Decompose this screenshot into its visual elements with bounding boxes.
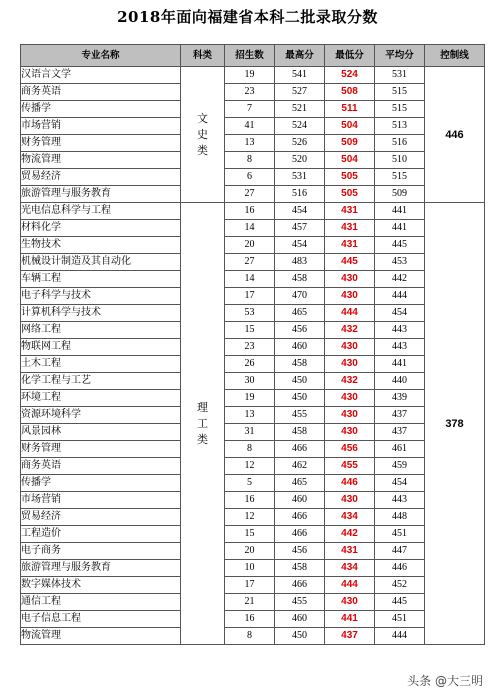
- table-row: [21, 509, 485, 526]
- max-score: 541: [275, 67, 325, 84]
- max-score: 454: [275, 203, 325, 220]
- min-score: 504: [325, 152, 375, 169]
- table-row: [21, 305, 485, 322]
- min-score: 444: [325, 577, 375, 594]
- major-name: 财务管理: [21, 135, 181, 152]
- table-row: [21, 407, 485, 424]
- enrollment-count: 13: [225, 407, 275, 424]
- min-score: 444: [325, 305, 375, 322]
- major-name: 商务英语: [21, 458, 181, 475]
- max-score: 521: [275, 101, 325, 118]
- enrollment-count: 5: [225, 475, 275, 492]
- min-score: 432: [325, 373, 375, 390]
- enrollment-count: 26: [225, 356, 275, 373]
- avg-score: 531: [375, 67, 425, 84]
- max-score: 458: [275, 424, 325, 441]
- enrollment-count: 8: [225, 628, 275, 645]
- min-score: 446: [325, 475, 375, 492]
- table-row: [21, 237, 485, 254]
- major-name: 电子科学与技术: [21, 288, 181, 305]
- enrollment-count: 6: [225, 169, 275, 186]
- header-enrollment: 招生数: [225, 45, 275, 67]
- min-score: 456: [325, 441, 375, 458]
- avg-score: 454: [375, 305, 425, 322]
- header-min-score: 最低分: [325, 45, 375, 67]
- header-avg-score: 平均分: [375, 45, 425, 67]
- enrollment-count: 41: [225, 118, 275, 135]
- min-score: 509: [325, 135, 375, 152]
- max-score: 465: [275, 305, 325, 322]
- avg-score: 437: [375, 407, 425, 424]
- max-score: 531: [275, 169, 325, 186]
- max-score: 460: [275, 611, 325, 628]
- max-score: 455: [275, 594, 325, 611]
- avg-score: 443: [375, 339, 425, 356]
- enrollment-count: 19: [225, 67, 275, 84]
- table-row: [21, 203, 485, 220]
- min-score: 430: [325, 390, 375, 407]
- major-name: 材料化学: [21, 220, 181, 237]
- max-score: 466: [275, 509, 325, 526]
- page-title: 2018年面向福建省本科二批录取分数: [117, 8, 378, 26]
- max-score: 516: [275, 186, 325, 203]
- enrollment-count: 8: [225, 441, 275, 458]
- max-score: 483: [275, 254, 325, 271]
- major-name: 电子商务: [21, 543, 181, 560]
- enrollment-count: 53: [225, 305, 275, 322]
- max-score: 524: [275, 118, 325, 135]
- major-name: 物联网工程: [21, 339, 181, 356]
- category-char: 文: [197, 111, 208, 125]
- max-score: 456: [275, 543, 325, 560]
- avg-score: 509: [375, 186, 425, 203]
- avg-score: 448: [375, 509, 425, 526]
- max-score: 466: [275, 441, 325, 458]
- table-row: [21, 254, 485, 271]
- avg-score: 441: [375, 220, 425, 237]
- major-name: 风景园林: [21, 424, 181, 441]
- avg-score: 451: [375, 526, 425, 543]
- table-row: [21, 543, 485, 560]
- min-score: 508: [325, 84, 375, 101]
- max-score: 458: [275, 356, 325, 373]
- header-major: 专业名称: [21, 45, 181, 67]
- max-score: 470: [275, 288, 325, 305]
- enrollment-count: 31: [225, 424, 275, 441]
- table-row: [21, 594, 485, 611]
- major-name: 汉语言文学: [21, 67, 181, 84]
- category-char: 理: [197, 400, 208, 414]
- table-row: [21, 475, 485, 492]
- enrollment-count: 8: [225, 152, 275, 169]
- enrollment-count: 13: [225, 135, 275, 152]
- table-row: [21, 118, 485, 135]
- category-cell: [181, 67, 225, 203]
- table-row: [21, 186, 485, 203]
- max-score: 457: [275, 220, 325, 237]
- category-char: 工: [197, 416, 208, 430]
- table-row: [21, 84, 485, 101]
- max-score: 454: [275, 237, 325, 254]
- min-score: 431: [325, 237, 375, 254]
- avg-score: 454: [375, 475, 425, 492]
- enrollment-count: 19: [225, 390, 275, 407]
- category-char: 类: [197, 432, 208, 446]
- watermark: 头条 @大三明: [407, 674, 483, 688]
- major-name: 计算机科学与技术: [21, 305, 181, 322]
- avg-score: 515: [375, 169, 425, 186]
- table-row: [21, 67, 485, 84]
- avg-score: 441: [375, 203, 425, 220]
- enrollment-count: 14: [225, 271, 275, 288]
- enrollment-count: 17: [225, 288, 275, 305]
- control-line-value: 446: [425, 67, 485, 203]
- max-score: 465: [275, 475, 325, 492]
- major-name: 网络工程: [21, 322, 181, 339]
- avg-score: 437: [375, 424, 425, 441]
- min-score: 431: [325, 203, 375, 220]
- major-name: 传播学: [21, 101, 181, 118]
- table-row: [21, 220, 485, 237]
- min-score: 524: [325, 67, 375, 84]
- major-name: 工程造价: [21, 526, 181, 543]
- min-score: 445: [325, 254, 375, 271]
- min-score: 430: [325, 594, 375, 611]
- avg-score: 441: [375, 356, 425, 373]
- max-score: 456: [275, 322, 325, 339]
- table-row: [21, 288, 485, 305]
- avg-score: 445: [375, 594, 425, 611]
- header-category: 科类: [181, 45, 225, 67]
- major-name: 市场营销: [21, 118, 181, 135]
- major-name: 环境工程: [21, 390, 181, 407]
- control-line-value: 378: [425, 203, 485, 645]
- avg-score: 513: [375, 118, 425, 135]
- major-name: 车辆工程: [21, 271, 181, 288]
- avg-score: 451: [375, 611, 425, 628]
- avg-score: 453: [375, 254, 425, 271]
- avg-score: 461: [375, 441, 425, 458]
- min-score: 430: [325, 288, 375, 305]
- table-row: [21, 560, 485, 577]
- table-row: [21, 101, 485, 118]
- min-score: 504: [325, 118, 375, 135]
- table-row: [21, 271, 485, 288]
- avg-score: 459: [375, 458, 425, 475]
- enrollment-count: 21: [225, 594, 275, 611]
- enrollment-count: 15: [225, 526, 275, 543]
- table-row: [21, 611, 485, 628]
- table-row: [21, 135, 485, 152]
- table-row: [21, 390, 485, 407]
- enrollment-count: 12: [225, 458, 275, 475]
- avg-score: 452: [375, 577, 425, 594]
- major-name: 数字媒体技术: [21, 577, 181, 594]
- enrollment-count: 30: [225, 373, 275, 390]
- min-score: 441: [325, 611, 375, 628]
- major-name: 通信工程: [21, 594, 181, 611]
- avg-score: 444: [375, 628, 425, 645]
- min-score: 505: [325, 169, 375, 186]
- max-score: 450: [275, 373, 325, 390]
- min-score: 431: [325, 543, 375, 560]
- table-row: [21, 441, 485, 458]
- major-name: 化学工程与工艺: [21, 373, 181, 390]
- min-score: 434: [325, 560, 375, 577]
- enrollment-count: 10: [225, 560, 275, 577]
- major-name: 光电信息科学与工程: [21, 203, 181, 220]
- enrollment-count: 20: [225, 237, 275, 254]
- major-name: 市场营销: [21, 492, 181, 509]
- min-score: 442: [325, 526, 375, 543]
- category-char: 史: [197, 127, 208, 141]
- min-score: 430: [325, 492, 375, 509]
- major-name: 贸易经济: [21, 169, 181, 186]
- enrollment-count: 12: [225, 509, 275, 526]
- enrollment-count: 27: [225, 186, 275, 203]
- max-score: 466: [275, 577, 325, 594]
- min-score: 430: [325, 271, 375, 288]
- max-score: 455: [275, 407, 325, 424]
- table-row: [21, 373, 485, 390]
- category-cell: [181, 203, 225, 645]
- major-name: 生物技术: [21, 237, 181, 254]
- max-score: 458: [275, 560, 325, 577]
- table-row: [21, 628, 485, 645]
- min-score: 434: [325, 509, 375, 526]
- table-row: [21, 424, 485, 441]
- header-control-line: 控制线: [425, 45, 485, 67]
- table-header-row: [21, 45, 485, 67]
- major-name: 传播学: [21, 475, 181, 492]
- major-name: 物流管理: [21, 628, 181, 645]
- min-score: 431: [325, 220, 375, 237]
- major-name: 贸易经济: [21, 509, 181, 526]
- enrollment-count: 23: [225, 339, 275, 356]
- enrollment-count: 16: [225, 492, 275, 509]
- max-score: 460: [275, 492, 325, 509]
- avg-score: 443: [375, 322, 425, 339]
- major-name: 旅游管理与服务教育: [21, 560, 181, 577]
- category-char: 类: [197, 143, 208, 157]
- min-score: 430: [325, 356, 375, 373]
- min-score: 437: [325, 628, 375, 645]
- major-name: 财务管理: [21, 441, 181, 458]
- table-row: [21, 322, 485, 339]
- max-score: 460: [275, 339, 325, 356]
- enrollment-count: 15: [225, 322, 275, 339]
- avg-score: 445: [375, 237, 425, 254]
- max-score: 458: [275, 271, 325, 288]
- admission-scores-table: [20, 44, 485, 645]
- major-name: 物流管理: [21, 152, 181, 169]
- enrollment-count: 23: [225, 84, 275, 101]
- enrollment-count: 20: [225, 543, 275, 560]
- avg-score: 444: [375, 288, 425, 305]
- major-name: 土木工程: [21, 356, 181, 373]
- major-name: 商务英语: [21, 84, 181, 101]
- min-score: 505: [325, 186, 375, 203]
- major-name: 资源环境科学: [21, 407, 181, 424]
- table-row: [21, 492, 485, 509]
- min-score: 430: [325, 407, 375, 424]
- min-score: 430: [325, 339, 375, 356]
- max-score: 527: [275, 84, 325, 101]
- max-score: 462: [275, 458, 325, 475]
- table-row: [21, 152, 485, 169]
- avg-score: 510: [375, 152, 425, 169]
- table-row: [21, 356, 485, 373]
- avg-score: 516: [375, 135, 425, 152]
- min-score: 432: [325, 322, 375, 339]
- max-score: 466: [275, 526, 325, 543]
- enrollment-count: 17: [225, 577, 275, 594]
- avg-score: 439: [375, 390, 425, 407]
- avg-score: 440: [375, 373, 425, 390]
- avg-score: 442: [375, 271, 425, 288]
- avg-score: 443: [375, 492, 425, 509]
- enrollment-count: 16: [225, 611, 275, 628]
- table-row: [21, 458, 485, 475]
- avg-score: 447: [375, 543, 425, 560]
- min-score: 511: [325, 101, 375, 118]
- max-score: 526: [275, 135, 325, 152]
- table-row: [21, 339, 485, 356]
- enrollment-count: 14: [225, 220, 275, 237]
- table-row: [21, 577, 485, 594]
- avg-score: 446: [375, 560, 425, 577]
- enrollment-count: 16: [225, 203, 275, 220]
- avg-score: 515: [375, 101, 425, 118]
- max-score: 520: [275, 152, 325, 169]
- major-name: 旅游管理与服务教育: [21, 186, 181, 203]
- enrollment-count: 7: [225, 101, 275, 118]
- table-row: [21, 526, 485, 543]
- max-score: 450: [275, 390, 325, 407]
- min-score: 455: [325, 458, 375, 475]
- avg-score: 515: [375, 84, 425, 101]
- max-score: 450: [275, 628, 325, 645]
- min-score: 430: [325, 424, 375, 441]
- header-max-score: 最高分: [275, 45, 325, 67]
- major-name: 电子信息工程: [21, 611, 181, 628]
- table-row: [21, 169, 485, 186]
- enrollment-count: 27: [225, 254, 275, 271]
- major-name: 机械设计制造及其自动化: [21, 254, 181, 271]
